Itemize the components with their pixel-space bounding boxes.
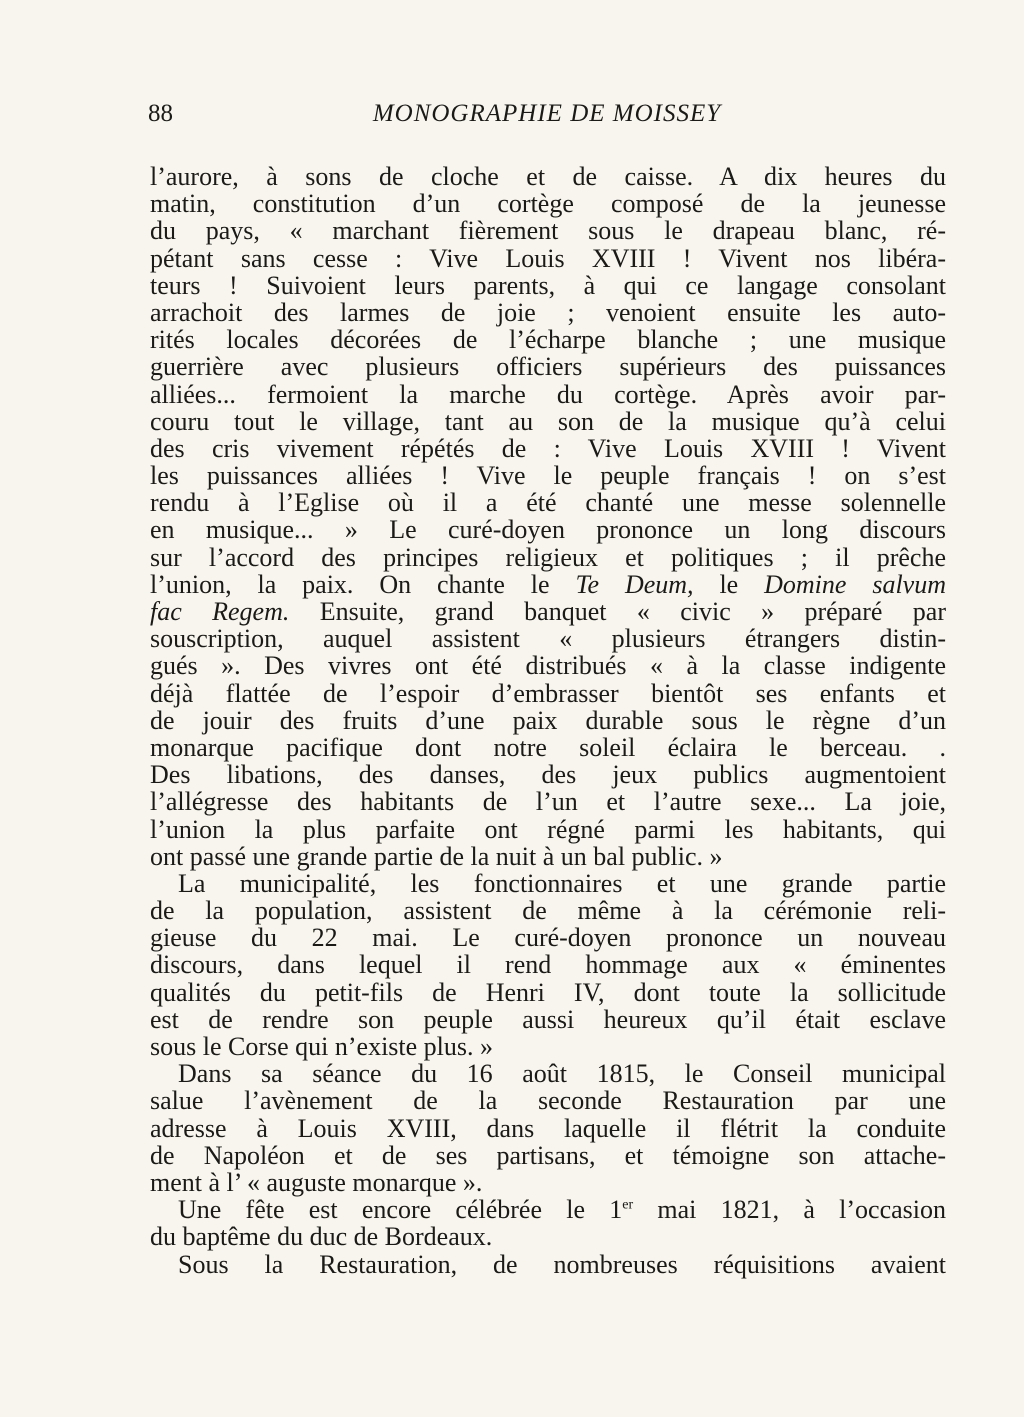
text-line: de Napoléon et de ses partisans, et témoigne son attache- [150, 1140, 946, 1170]
running-head [148, 100, 946, 140]
text-line: discours, dans lequel il rend hommage aux « éminentes [150, 950, 946, 980]
superscript: er [622, 1197, 634, 1213]
text-run: Une fête est encore célébrée le 1 [178, 1195, 623, 1225]
italic-title: Te Deum, [575, 569, 694, 599]
text-line: gieuse du 22 mai. Le curé-doyen prononce un nouveau [150, 923, 946, 953]
paragraph-start: Sous la Restauration, de nombreuses réquisitions avaient [178, 1249, 946, 1279]
text-line: ment à l’ « auguste monarque ». [150, 1167, 483, 1197]
text-line: teurs ! Suivoient leurs parents, à qui ce langage consolant [150, 270, 946, 300]
running-title: MONOGRAPHIE DE MOISSEY [372, 100, 722, 127]
text-line: ont passé une grande partie de la nuit à un bal public. » [150, 841, 723, 871]
text-line: alliées... fermoient la marche du cortège. Après avoir par- [150, 379, 946, 409]
text-line: du pays, « marchant fièrement sous le drapeau blanc, ré- [150, 216, 946, 246]
text-line: sur l’accord des principes religieux et politiques ; il prêche [150, 542, 946, 572]
text-line: salue l’avènement de la seconde Restauration par une [150, 1086, 946, 1116]
text-line: matin, constitution d’un cortège composé de la jeunesse [150, 189, 946, 219]
italic-title: fac Regem. [150, 597, 290, 626]
text-line: guerrière avec plusieurs officiers supérieurs des puissances [150, 352, 946, 382]
text-line: monarque pacifique dont notre soleil éclaira le berceau. . [150, 732, 946, 762]
text-line: les puissances alliées ! Vive le peuple français ! on s’est [150, 461, 946, 491]
text-line: l’aurore, à sons de cloche et de caisse. A dix heures du [150, 162, 946, 191]
text-line: Des libations, des danses, des jeux publics augmentoient [150, 760, 946, 790]
paragraph-start: La municipalité, les fonctionnaires et une grande partie [178, 868, 946, 898]
body-text [150, 163, 946, 1278]
text-run: mai 1821, à l’occasion [633, 1195, 946, 1225]
text-line: est de rendre son peuple aussi heureux qu’il était esclave [150, 1004, 946, 1034]
text-line: couru tout le village, tant au son de la musique qu’à celui [150, 406, 946, 436]
text-line: souscription, auquel assistent « plusieurs étrangers distin- [150, 624, 946, 654]
text-line: de jouir des fruits d’une paix durable sous le règne d’un [150, 705, 946, 735]
text-run: Ensuite, grand banquet « civic » préparé par [289, 597, 946, 626]
text-line: l’union la plus parfaite ont régné parmi les habitants, qui [150, 814, 946, 844]
text-line [150, 598, 946, 625]
text-line: pétant sans cesse : Vive Louis XVIII ! Vivent nos libéra- [150, 243, 946, 273]
text-line: sous le Corse qui n’existe plus. » [150, 1032, 494, 1061]
text-line: des cris vivement répétés de : Vive Louis XVIII ! Vivent [150, 433, 946, 463]
text-line: arrachoit des larmes de joie ; venoient ensuite les auto- [150, 297, 946, 327]
text-line: rités locales décorées de l’écharpe blanche ; une musique [150, 325, 946, 355]
paragraph-start: Dans sa séance du 16 août 1815, le Conseil municipal [178, 1059, 946, 1089]
text-line: déjà flattée de l’espoir d’embrasser bientôt ses enfants et [150, 678, 946, 708]
text-line: de la population, assistent de même à la cérémonie reli- [150, 896, 946, 926]
paragraph-start [150, 1196, 946, 1223]
text-line: rendu à l’Eglise où il a été chanté une messe solennelle [150, 488, 946, 518]
text-line [150, 571, 946, 598]
text-line: adresse à Louis XVIII, dans laquelle il flétrit la conduite [150, 1113, 946, 1143]
text-line: qualités du petit-fils de Henri IV, dont toute la sollicitude [150, 977, 946, 1007]
text-line: du baptême du duc de Bordeaux. [150, 1222, 493, 1252]
page-number: 88 [148, 100, 173, 127]
text-line: gués ». Des vivres ont été distribués « à la classe indigente [150, 651, 946, 681]
italic-title: Domine salvum [764, 569, 946, 599]
text-line: en musique... » Le curé-doyen prononce un long discours [150, 515, 946, 545]
text-run: l’union, la paix. On chante le [150, 569, 550, 599]
text-line: l’allégresse des habitants de l’un et l’autre sexe... La joie, [150, 787, 946, 817]
text-run: le [693, 569, 765, 599]
